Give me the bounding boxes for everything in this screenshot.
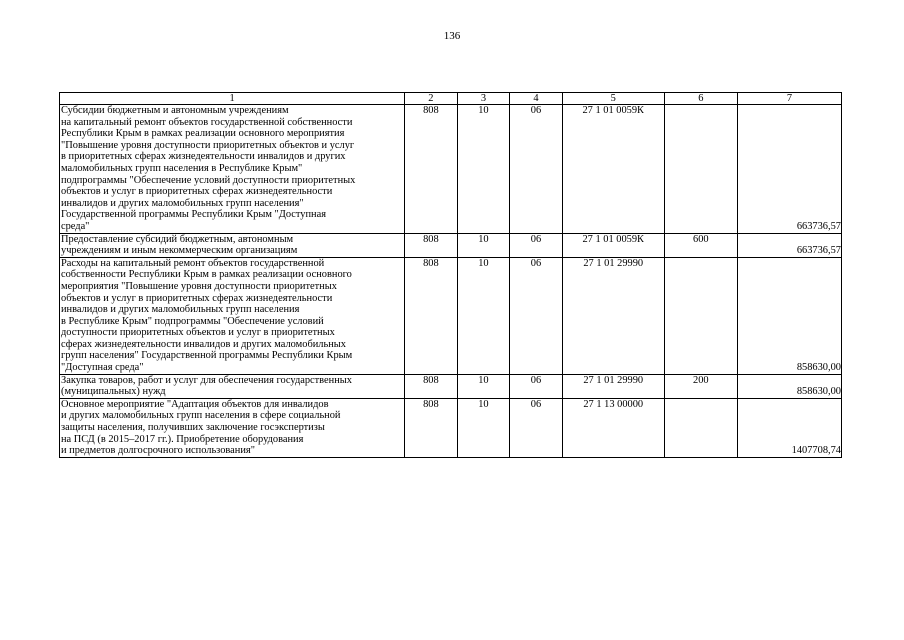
row-name-line: мероприятия "Повышение уровня доступности приоритетных [61, 280, 337, 292]
row-name-line: маломобильных групп населения в Республике Крым" [61, 162, 303, 174]
table-row [60, 374, 842, 398]
section-code-cell: 10 [457, 233, 510, 257]
row-name-line: защиты населения, получивших заключение госэкспертизы [61, 422, 325, 434]
budget-table [59, 92, 842, 458]
row-name-line: Государственной программы Республики Крым "Доступная [61, 209, 327, 221]
row-name-line: инвалидов и других маломобильных групп населения" [61, 197, 304, 209]
target-article-cell: 27 1 01 29990 [562, 257, 664, 374]
amount-cell: 663736,57 [737, 105, 841, 234]
amount-cell: 858630,00 [737, 257, 841, 374]
header-row [60, 93, 842, 105]
section-code-cell: 10 [457, 398, 510, 457]
column-header: 1 [60, 93, 405, 105]
target-article-cell: 27 1 01 29990 [562, 374, 664, 398]
ministry-code-cell: 808 [405, 105, 458, 234]
expense-type-cell [664, 398, 737, 457]
row-name-line: Субсидии бюджетным и автономным учреждениям [61, 105, 289, 116]
expense-type-cell [664, 257, 737, 374]
row-name-cell [60, 398, 405, 457]
row-name-line: собственности Республики Крым в рамках реализации основного [61, 269, 352, 281]
row-name-line: "Повышение уровня доступности приоритетных объектов и услуг [61, 139, 355, 151]
target-article-cell: 27 1 01 0059К [562, 105, 664, 234]
row-name-line: сферах жизнедеятельности инвалидов и других маломобильных [61, 338, 346, 350]
target-article-cell: 27 1 13 00000 [562, 398, 664, 457]
amount-cell: 1407708,74 [737, 398, 841, 457]
row-name-line: в приоритетных сферах жизнедеятельности инвалидов и других [61, 151, 346, 163]
section-code-cell: 10 [457, 257, 510, 374]
page-number: 136 [443, 30, 461, 42]
row-name-line: (муниципальных) нужд [61, 386, 166, 398]
subsection-code-cell: 06 [510, 105, 563, 234]
target-article-cell: 27 1 01 0059К [562, 233, 664, 257]
row-name-line: и других маломобильных групп населения в сфере социальной [61, 410, 341, 422]
expense-type-cell [664, 105, 737, 234]
row-name-line: "Доступная среда" [61, 362, 144, 374]
amount-cell: 663736,57 [737, 233, 841, 257]
row-name-line: Расходы на капитальный ремонт объектов государственной [61, 257, 325, 269]
section-code-cell: 10 [457, 374, 510, 398]
ministry-code-cell: 808 [405, 398, 458, 457]
table-row [60, 257, 842, 374]
ministry-code-cell: 808 [405, 374, 458, 398]
column-header: 3 [457, 93, 510, 105]
row-name-line: Основное мероприятие "Адаптация объектов для инвалидов [61, 398, 329, 410]
table-row [60, 105, 842, 234]
subsection-code-cell: 06 [510, 233, 563, 257]
row-name-cell [60, 105, 405, 234]
row-name-line: на ПСД (в 2015–2017 гг.). Приобретение оборудования [61, 433, 304, 445]
row-name-line: Республики Крым в рамках реализации основного мероприятия [61, 128, 345, 140]
expense-type-cell: 600 [664, 233, 737, 257]
row-name-line: учреждениям и иным некоммерческим организациям [61, 245, 298, 257]
row-name-cell [60, 374, 405, 398]
row-name-line: и предметов долгосрочного использования" [61, 445, 255, 457]
table-row [60, 233, 842, 257]
subsection-code-cell: 06 [510, 257, 563, 374]
row-name-line: объектов и услуг в приоритетных сферах жизнедеятельности [61, 186, 333, 198]
column-header: 4 [510, 93, 563, 105]
column-header: 6 [664, 93, 737, 105]
row-name-line: инвалидов и других маломобильных групп населения [61, 304, 300, 316]
row-name-cell [60, 257, 405, 374]
column-header: 2 [405, 93, 458, 105]
section-code-cell: 10 [457, 105, 510, 234]
ministry-code-cell: 808 [405, 257, 458, 374]
row-name-cell [60, 233, 405, 257]
row-name-line: Предоставление субсидий бюджетным, автономным [61, 233, 294, 245]
expense-type-cell: 200 [664, 374, 737, 398]
row-name-line: среда" [61, 220, 90, 232]
column-header: 5 [562, 93, 664, 105]
column-header: 7 [737, 93, 841, 105]
table-row [60, 398, 842, 457]
row-name-line: в Республике Крым" подпрограммы "Обеспечение условий [61, 315, 324, 327]
ministry-code-cell: 808 [405, 233, 458, 257]
amount-cell: 858630,00 [737, 374, 841, 398]
row-name-line: на капитальный ремонт объектов государственной собственности [61, 116, 353, 128]
row-name-line: подпрограммы "Обеспечение условий доступности приоритетных [61, 174, 356, 186]
row-name-line: Закупка товаров, работ и услуг для обеспечения государственных [61, 374, 352, 386]
row-name-line: групп населения" Государственной программы Республики Крым [61, 350, 353, 362]
subsection-code-cell: 06 [510, 398, 563, 457]
subsection-code-cell: 06 [510, 374, 563, 398]
row-name-line: доступности приоритетных объектов и услуг в приоритетных [61, 327, 335, 339]
row-name-line: объектов и услуг в приоритетных сферах жизнедеятельности [61, 292, 333, 304]
